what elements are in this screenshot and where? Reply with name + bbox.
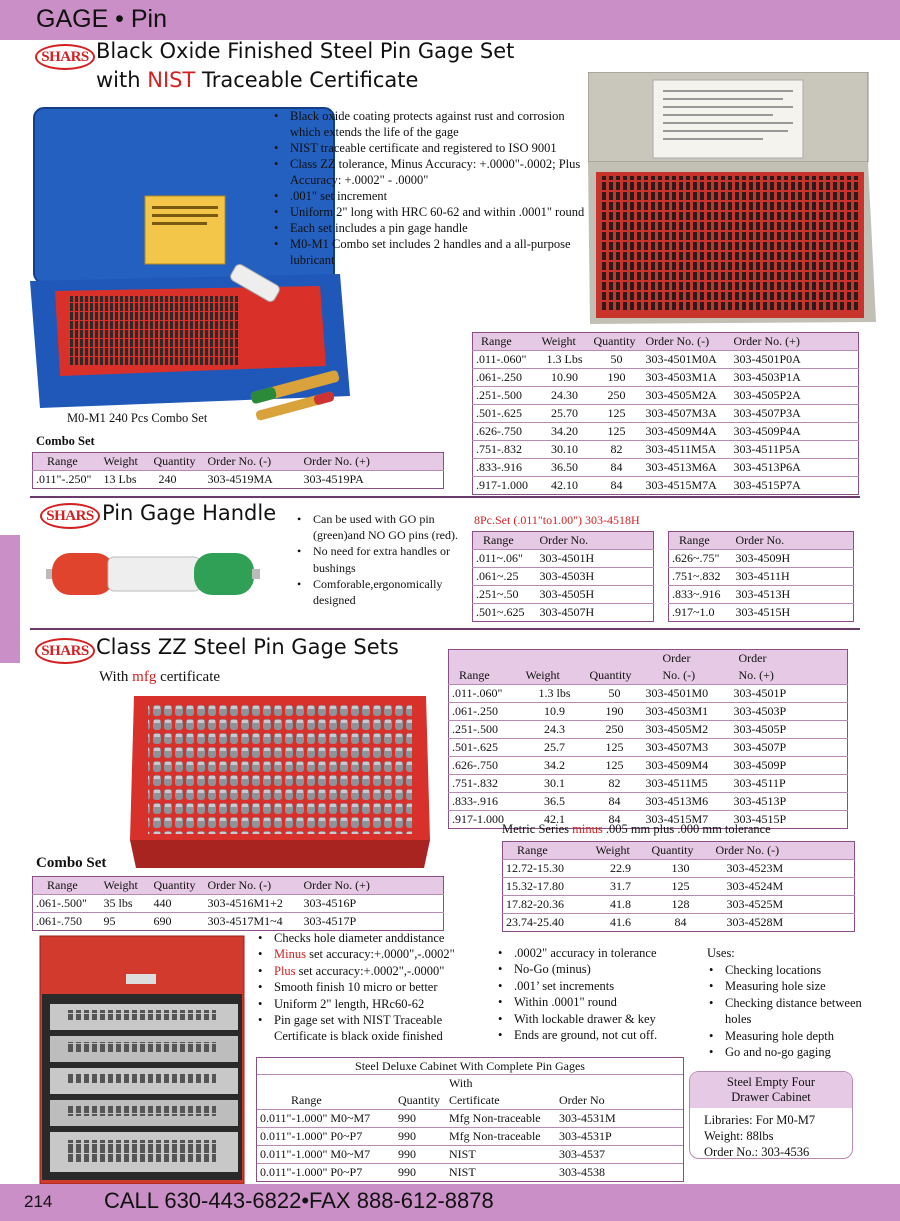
table-cell: .061~.25 [476, 569, 519, 583]
uses-label: Uses: [707, 946, 735, 960]
table-cell: 303-4523M [726, 861, 784, 875]
section4-bullets-a [256, 930, 492, 1045]
col-header-top: Order [731, 650, 848, 668]
table-cell: 130 [671, 861, 690, 875]
table-cell: 303-4515P [733, 812, 787, 826]
section-divider [30, 628, 860, 630]
table-row [473, 586, 654, 604]
col-header: Order No. (-) [205, 453, 301, 471]
bullet-item: • .0002" accuracy in tolerance [496, 945, 686, 961]
table-cell: .833~.916 [672, 587, 721, 601]
table-cell: .061-.250 [452, 704, 498, 718]
shars-logo: SHARS [40, 503, 100, 529]
table-cell: .751~.832 [672, 569, 721, 583]
table-cell: 23.74-25.40 [506, 915, 564, 929]
col-header: Range [669, 532, 733, 550]
table-cell: 125 [607, 424, 626, 438]
table-row [473, 477, 859, 495]
table-cell: 990 [398, 1129, 416, 1143]
table-cell: 303-4515P7A [733, 478, 801, 492]
bullet-item: • Class ZZ tolerance, Minus Accuracy: +.0000"-.0002; Plus Accuracy: +.0002" - .0000" [272, 156, 590, 188]
bullet-item: • Each set includes a pin gage handle [272, 220, 590, 236]
footer-contact: CALL 630-443-6822•FAX 888-612-8878 [104, 1188, 494, 1213]
footer-band [0, 1184, 900, 1221]
table-row [473, 550, 654, 568]
table-cell: 125 [605, 758, 624, 772]
col-header: Range [473, 532, 537, 550]
bullet-item: • Within .0001" round [496, 994, 686, 1010]
section3-combo-table [32, 876, 444, 931]
table-cell: .917-1.000 [476, 478, 528, 492]
col-header: Order No. (+) [731, 333, 859, 351]
table-cell: 125 [607, 406, 626, 420]
section2-title: Pin Gage Handle [102, 501, 277, 525]
table-cell: 303-4537 [559, 1147, 605, 1161]
section1-title-line2: with NIST Traceable Certificate [96, 68, 419, 92]
table-cell: 36.5 [544, 794, 565, 808]
cabinet-table-title: Steel Deluxe Cabinet With Complete Pin Gages [257, 1058, 683, 1075]
col-header: Weight [101, 453, 151, 471]
table-cell: 303-4503H [539, 569, 595, 583]
table-cell: 303-4511M5A [645, 442, 717, 456]
table-cell: .501-.625 [476, 406, 522, 420]
table-cell: 303-4507P3A [733, 406, 801, 420]
bullet-item: • No need for extra handles or bushings [295, 543, 465, 575]
table-cell: 17.82-20.36 [506, 897, 564, 911]
bullet-item: • Checks hole diameter anddistance [256, 930, 492, 946]
table-cell: 84 [608, 812, 621, 826]
table-cell: 303-4511H [735, 569, 790, 583]
col-header: Quantity [151, 453, 205, 471]
table-cell: .917~1.0 [672, 605, 715, 619]
bullet-item: • Pin gage set with NIST Traceable Certificate is black oxide finished [256, 1012, 492, 1045]
col-header: Order No. (-) [205, 877, 301, 895]
bullet-item: • M0-M1 Combo set includes 2 handles and a all-purpose lubricant [272, 236, 590, 268]
table-cell: 303-4509P [733, 758, 787, 772]
col-header: No. (-) [643, 667, 731, 685]
table-cell: 303-4503M1A [645, 370, 717, 384]
table-row [473, 604, 654, 622]
bullet-item: • Checking distance between holes [707, 995, 867, 1028]
table-cell: 35 lbs [103, 896, 133, 910]
shars-logo: SHARS [35, 638, 95, 664]
col-header: Quantity [649, 842, 713, 860]
col-header: Range [473, 333, 539, 351]
col-header: Weight [523, 667, 587, 685]
handle-set-note: 8Pc.Set (.011"to1.00") 303-4518H [474, 513, 640, 527]
empty-cabinet-title: Steel Empty Four Drawer Cabinet [690, 1072, 852, 1108]
section1-title-line1: Black Oxide Finished Steel Pin Gage Set [96, 39, 515, 63]
page-header-title: GAGE • Pin [36, 5, 168, 33]
table-cell: .011-.060" [476, 352, 527, 366]
col-header: Order No. (-) [643, 333, 731, 351]
table-cell: 84 [610, 460, 623, 474]
table-cell: 303-4525M [726, 897, 784, 911]
table-cell: .833-.916 [452, 794, 498, 808]
col-header: Range [449, 667, 523, 685]
table-cell: 82 [608, 776, 621, 790]
table-cell: 303-4505M2A [645, 388, 717, 402]
table-cell: 303-4507M3 [645, 740, 709, 754]
table-cell: 440 [153, 896, 172, 910]
table-cell: 240 [158, 472, 177, 486]
table-row [669, 586, 854, 604]
table-cell: 250 [607, 388, 626, 402]
col-header-top: With [443, 1075, 551, 1092]
metric-table [502, 841, 855, 932]
side-tab [0, 535, 20, 663]
table-cell: 303-4531M [559, 1111, 616, 1125]
col-header: No. (+) [731, 667, 848, 685]
grey-case-image [588, 72, 876, 327]
table-row [473, 459, 859, 477]
table-cell: NIST [449, 1165, 476, 1179]
uses-list [707, 962, 867, 1060]
table-cell: 84 [674, 915, 687, 929]
table-cell: 303-4509M4A [645, 424, 717, 438]
section4-bullets-b [496, 945, 686, 1043]
section-divider [30, 496, 860, 498]
table-cell: .251-.500 [476, 388, 522, 402]
col-header: Range [33, 453, 101, 471]
table-cell: 990 [398, 1165, 416, 1179]
table-cell: 303-4513P [733, 794, 787, 808]
table-row [473, 387, 859, 405]
section1-combo-table [32, 452, 444, 489]
table-cell: 303-4505H [539, 587, 595, 601]
bullet-item: • Measuring hole size [707, 978, 867, 994]
table-row [33, 471, 444, 489]
table-cell: 10.9 [544, 704, 565, 718]
table-cell: 84 [610, 478, 623, 492]
table-cell: .251~.50 [476, 587, 519, 601]
col-header: Quantity [151, 877, 205, 895]
table-row [669, 604, 854, 622]
bullet-item: • Uniform 2" long with HRC 60-62 and within .0001" round [272, 204, 590, 220]
col-header: Order No. (+) [301, 453, 444, 471]
section3-price-table [448, 649, 848, 829]
table-cell: 303-4505P [733, 722, 787, 736]
table-cell: 303-4519MA [207, 472, 273, 486]
table-cell: 31.7 [610, 879, 631, 893]
table-cell: 24.3 [544, 722, 565, 736]
table-cell: 25.7 [544, 740, 565, 754]
table-cell: 303-4517M1~4 [207, 914, 283, 928]
table-cell: 303-4509H [735, 551, 791, 565]
table-cell: 690 [153, 914, 172, 928]
table-cell: 50 [610, 352, 623, 366]
table-cell: .011~.06" [476, 551, 523, 565]
table-cell: 303-4531P [559, 1129, 612, 1143]
table-cell: 990 [398, 1147, 416, 1161]
table-cell: 13 Lbs [103, 472, 137, 486]
col-header: Order No [551, 1092, 683, 1110]
table-cell: .626-.750 [452, 758, 498, 772]
table-row [257, 1110, 683, 1128]
table-cell: 303-4503P1A [733, 370, 801, 384]
bullet-item: • No-Go (minus) [496, 961, 686, 977]
table-cell: 303-4513M6 [645, 794, 709, 808]
bullet-item: • NIST traceable certificate and registered to ISO 9001 [272, 140, 590, 156]
table-cell: 24.30 [551, 388, 578, 402]
table-cell: 190 [605, 704, 624, 718]
table-cell: 22.9 [610, 861, 631, 875]
table-cell: 125 [671, 879, 690, 893]
table-row [33, 895, 444, 913]
table-cell: 42.1 [544, 812, 565, 826]
table-cell: Mfg Non-traceable [449, 1111, 541, 1125]
shars-logo: SHARS [35, 44, 95, 70]
table-row [449, 775, 848, 793]
col-header: Order No. [733, 532, 854, 550]
table-cell: 303-4501P0A [733, 352, 801, 366]
table-cell: 82 [610, 442, 623, 456]
table-cell: 0.011"-1.000" M0~M7 [260, 1111, 371, 1125]
red-cabinet-image [36, 934, 248, 1186]
table-cell: 95 [103, 914, 116, 928]
red-tray-image [130, 690, 430, 870]
table-cell: 303-4515M7A [645, 478, 717, 492]
section1-bullets [272, 108, 590, 268]
table-row [257, 1128, 683, 1146]
table-cell: .626-.750 [476, 424, 522, 438]
table-cell: .011-.060" [452, 686, 503, 700]
table-cell: 303-4505M2 [645, 722, 709, 736]
table-row [33, 913, 444, 931]
table-cell: 303-4507P [733, 740, 787, 754]
table-cell: 303-4507H [539, 605, 595, 619]
table-cell: 303-4528M [726, 915, 784, 929]
table-cell: .501-.625 [452, 740, 498, 754]
table-row [669, 568, 854, 586]
col-header: Quantity [395, 1092, 443, 1110]
bullet-item: • Go and no-go gaging [707, 1044, 867, 1060]
table-cell: 303-4513P6A [733, 460, 801, 474]
header-band [0, 0, 900, 40]
table-row [503, 878, 855, 896]
table-cell: 303-4516P [303, 896, 357, 910]
section2-bullets [295, 511, 465, 608]
table-cell: 303-4503M1 [645, 704, 709, 718]
section3-title: Class ZZ Steel Pin Gage Sets [96, 635, 399, 659]
table-cell: 303-4515M7 [645, 812, 709, 826]
bullet-item: • Can be used with GO pin (green)and NO GO pins (red). [295, 511, 465, 543]
table-cell: .751-.832 [476, 442, 522, 456]
handle-table-left [472, 531, 654, 622]
combo-set-label: Combo Set [36, 434, 95, 448]
table-cell: 50 [608, 686, 621, 700]
empty-cabinet-line: Libraries: For M0-M7 [704, 1113, 816, 1127]
col-header-top [523, 650, 587, 668]
table-cell: 36.50 [551, 460, 578, 474]
table-cell: 990 [398, 1111, 416, 1125]
table-row [473, 423, 859, 441]
section1-price-table [472, 332, 859, 495]
bullet-item: • With lockable drawer & key [496, 1011, 686, 1027]
table-cell: 303-4501H [539, 551, 595, 565]
table-cell: 42.10 [551, 478, 578, 492]
table-cell: .501~.625 [476, 605, 525, 619]
col-header: Range [503, 842, 593, 860]
bullet-item: • Black oxide coating protects against rust and corrosion which extends the life of the gage [272, 108, 590, 140]
table-cell: 30.10 [551, 442, 578, 456]
table-cell: 34.20 [551, 424, 578, 438]
table-cell: 10.90 [551, 370, 578, 384]
table-cell: 303-4538 [559, 1165, 605, 1179]
table-row [449, 721, 848, 739]
table-cell: 0.011"-1.000" P0~P7 [260, 1129, 363, 1143]
bullet-item: • Plus set accuracy:+.0002",-.0000" [256, 963, 492, 979]
col-header: Certificate [443, 1092, 551, 1110]
bullet-item: • Checking locations [707, 962, 867, 978]
bullet-item: • Uniform 2" length, HRc60-62 [256, 996, 492, 1012]
pin-gage-handle-image [46, 547, 262, 601]
bullet-item: • .001’ set increments [496, 978, 686, 994]
table-row [473, 351, 859, 369]
col-header: Order No. [537, 532, 654, 550]
bullet-item: • Ends are ground, not cut off. [496, 1027, 686, 1043]
table-cell: 0.011"-1.000" P0~P7 [260, 1165, 363, 1179]
col-header: Weight [101, 877, 151, 895]
table-row [257, 1146, 683, 1164]
table-cell: 250 [605, 722, 624, 736]
combo-set-label: Combo Set [36, 855, 107, 871]
table-cell: 303-4511M5 [645, 776, 708, 790]
section3-subtitle: With mfg certificate [99, 669, 221, 685]
table-cell: 30.1 [544, 776, 565, 790]
table-cell: 303-4509P4A [733, 424, 801, 438]
table-row [503, 860, 855, 878]
empty-cabinet-line: Order No.: 303-4536 [704, 1145, 810, 1159]
table-cell: 303-4501M0 [645, 686, 709, 700]
table-cell: 303-4513H [735, 587, 791, 601]
table-cell: 303-4515H [735, 605, 791, 619]
table-cell: 303-4516M1+2 [207, 896, 283, 910]
page-number: 214 [24, 1192, 53, 1211]
table-cell: .626~.75" [672, 551, 720, 565]
col-header-top: Order [643, 650, 731, 668]
empty-cabinet-box [689, 1071, 853, 1159]
table-row [669, 550, 854, 568]
col-header-top [449, 650, 523, 668]
table-cell: .833-.916 [476, 460, 522, 474]
bullet-item: • Comforable,ergonomically designed [295, 576, 465, 608]
table-row [503, 896, 855, 914]
table-cell: 12.72-15.30 [506, 861, 564, 875]
bullet-item: • Measuring hole depth [707, 1028, 867, 1044]
table-row [473, 405, 859, 423]
table-cell: 125 [605, 740, 624, 754]
table-cell: 303-4507M3A [645, 406, 717, 420]
table-cell: 303-4501P [733, 686, 787, 700]
table-cell: NIST [449, 1147, 476, 1161]
table-cell: 25.70 [551, 406, 578, 420]
table-cell: 303-4511P [733, 776, 786, 790]
table-cell: 303-4511P5A [733, 442, 801, 456]
table-cell: .251-.500 [452, 722, 498, 736]
col-header: Weight [593, 842, 649, 860]
table-row [449, 793, 848, 811]
table-cell: 303-4505P2A [733, 388, 801, 402]
table-row [449, 739, 848, 757]
table-cell: 41.6 [610, 915, 631, 929]
table-cell: 15.32-17.80 [506, 879, 564, 893]
table-row [473, 441, 859, 459]
empty-cabinet-line: Weight: 88lbs [704, 1129, 774, 1143]
table-cell: 128 [671, 897, 690, 911]
cabinet-table [256, 1057, 684, 1182]
table-row [257, 1164, 683, 1182]
table-cell: 34.2 [544, 758, 565, 772]
table-row [449, 757, 848, 775]
bullet-item: • Smooth finish 10 micro or better [256, 979, 492, 995]
col-header: Quantity [587, 667, 643, 685]
table-cell: 303-4509M4 [645, 758, 709, 772]
table-cell: Mfg Non-traceable [449, 1129, 541, 1143]
table-cell: 303-4517P [303, 914, 357, 928]
bullet-item: • .001" set increment [272, 188, 590, 204]
table-row [449, 685, 848, 703]
combo-set-caption: M0-M1 240 Pcs Combo Set [67, 411, 208, 425]
table-cell: 303-4519PA [303, 472, 364, 486]
table-cell: 303-4503P [733, 704, 787, 718]
col-header: Quantity [591, 333, 643, 351]
table-cell: 0.011"-1.000" M0~M7 [260, 1147, 371, 1161]
table-cell: 190 [607, 370, 626, 384]
table-cell: .061-.750 [36, 914, 82, 928]
table-cell: 41.8 [610, 897, 631, 911]
bullet-item: • Minus set accuracy:+.0000",-.0002" [256, 946, 492, 962]
table-cell: .917-1.000 [452, 812, 504, 826]
col-header: Range [33, 877, 101, 895]
table-row [449, 703, 848, 721]
handle-table-right [668, 531, 854, 622]
col-header: Order No. (-) [713, 842, 855, 860]
table-cell: 1.3 lbs [538, 686, 571, 700]
table-cell: .751-.832 [452, 776, 498, 790]
table-row [503, 914, 855, 932]
table-cell: 84 [608, 794, 621, 808]
table-row [473, 369, 859, 387]
table-cell: 303-4501M0A [645, 352, 717, 366]
table-cell: .061-.500" [36, 896, 87, 910]
table-row [473, 568, 654, 586]
table-cell: .011"-.250" [36, 472, 92, 486]
col-header: Weight [539, 333, 591, 351]
table-cell: 303-4524M [726, 879, 784, 893]
metric-note: Metric Series minus .005 mm plus .000 mm tolerance [502, 822, 771, 836]
col-header-top [587, 650, 643, 668]
table-cell: 1.3 Lbs [546, 352, 583, 366]
col-header: Range [257, 1092, 395, 1110]
col-header: Order No. (+) [301, 877, 444, 895]
table-cell: .061-.250 [476, 370, 522, 384]
table-cell: 303-4513M6A [645, 460, 717, 474]
